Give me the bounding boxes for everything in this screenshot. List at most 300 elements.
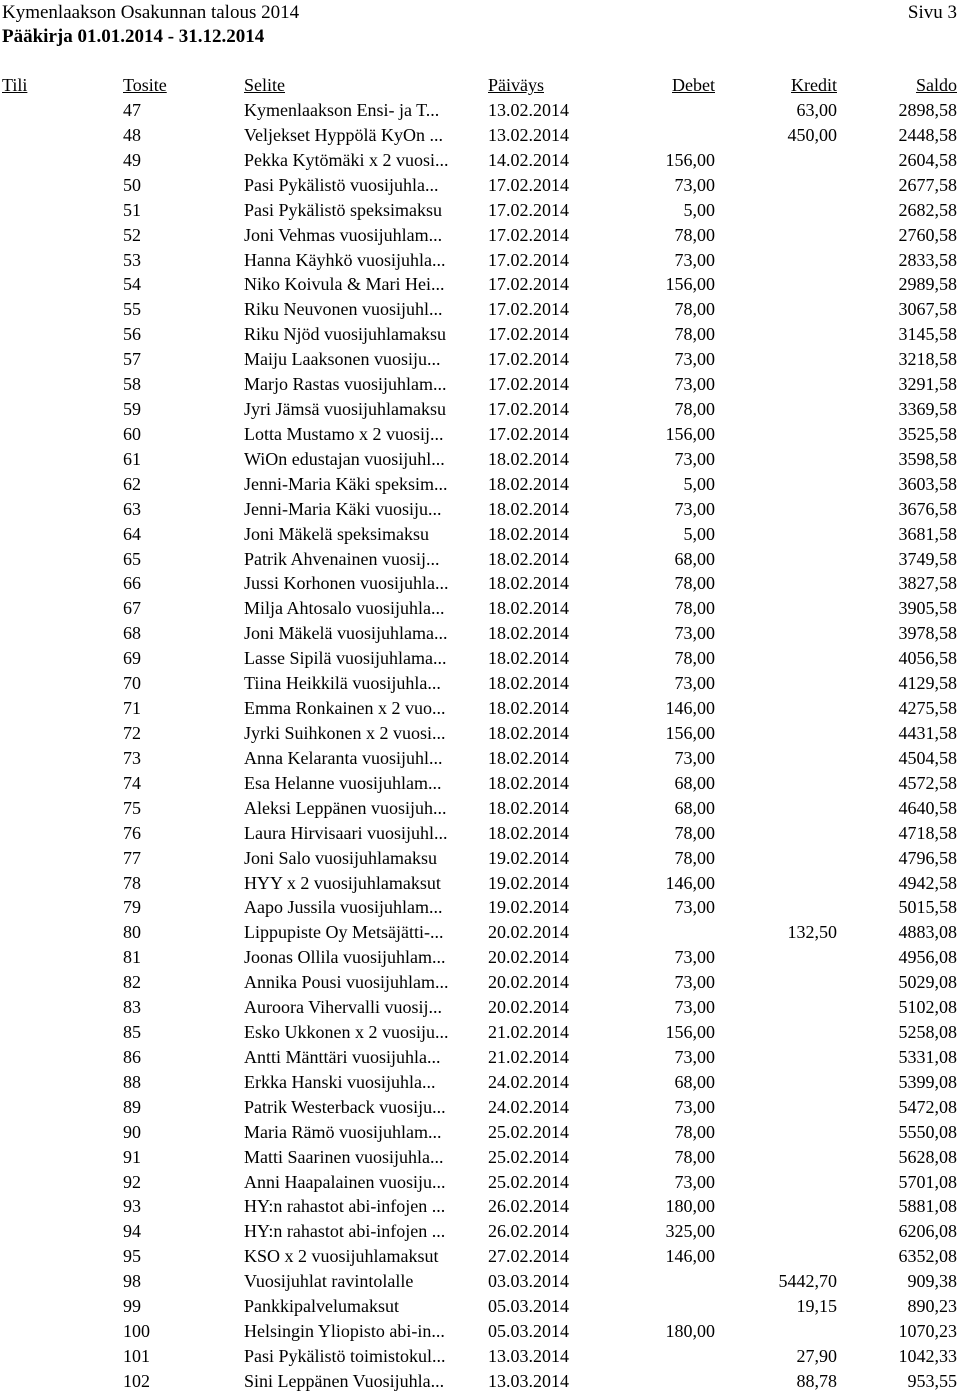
- cell-tosite: 61: [123, 448, 141, 469]
- cell-tosite: 56: [123, 324, 141, 345]
- table-row: [0, 1097, 960, 1122]
- cell-debet: 5,00: [683, 523, 715, 544]
- table-row: [0, 424, 960, 449]
- column-header-tosite: Tosite: [123, 75, 167, 95]
- cell-saldo: 890,23: [907, 1296, 957, 1317]
- cell-tosite: 85: [123, 1022, 141, 1043]
- table-row: [0, 698, 960, 723]
- table-row: [0, 848, 960, 873]
- cell-tosite: 52: [123, 224, 141, 245]
- cell-tosite: 102: [123, 1370, 150, 1391]
- cell-paivays: 19.02.2014: [488, 847, 569, 868]
- cell-saldo: 5881,08: [898, 1196, 957, 1217]
- cell-selite: Pekka Kytömäki x 2 vuosi...: [244, 149, 449, 170]
- cell-debet: 73,00: [674, 349, 715, 370]
- cell-selite: Jyri Jämsä vuosijuhlamaksu: [244, 399, 446, 420]
- cell-tosite: 70: [123, 673, 141, 694]
- cell-selite: Pasi Pykälistö vuosijuhla...: [244, 174, 439, 195]
- cell-debet: 78,00: [674, 822, 715, 843]
- column-header-kredit: Kredit: [791, 75, 837, 95]
- cell-selite: Joni Mäkelä vuosijuhlama...: [244, 623, 448, 644]
- cell-debet: 156,00: [665, 1022, 715, 1043]
- cell-paivays: 17.02.2014: [488, 324, 569, 345]
- cell-tosite: 68: [123, 623, 141, 644]
- cell-selite: Pankkipalvelumaksut: [244, 1296, 399, 1317]
- cell-paivays: 20.02.2014: [488, 947, 569, 968]
- cell-debet: 68,00: [674, 772, 715, 793]
- table-row: [0, 1172, 960, 1197]
- cell-debet: 78,00: [674, 573, 715, 594]
- cell-debet: 73,00: [674, 623, 715, 644]
- table-row: [0, 922, 960, 947]
- cell-tosite: 78: [123, 872, 141, 893]
- cell-saldo: 5102,08: [898, 997, 957, 1018]
- table-row: [0, 823, 960, 848]
- cell-selite: Maiju Laaksonen vuosiju...: [244, 349, 441, 370]
- cell-saldo: 2833,58: [898, 249, 957, 270]
- cell-saldo: 3749,58: [898, 548, 957, 569]
- cell-selite: Riku Neuvonen vuosijuhl...: [244, 299, 443, 320]
- cell-selite: Patrik Ahvenainen vuosij...: [244, 548, 440, 569]
- cell-tosite: 98: [123, 1271, 141, 1292]
- cell-paivays: 20.02.2014: [488, 922, 569, 943]
- table-row: [0, 299, 960, 324]
- cell-selite: Joni Salo vuosijuhlamaksu: [244, 847, 437, 868]
- cell-selite: Annika Pousi vuosijuhlam...: [244, 972, 449, 993]
- cell-selite: Lotta Mustamo x 2 vuosij...: [244, 423, 444, 444]
- cell-paivays: 17.02.2014: [488, 249, 569, 270]
- cell-saldo: 1070,23: [898, 1321, 957, 1342]
- table-row: [0, 1147, 960, 1172]
- cell-selite: Pasi Pykälistö toimistokul...: [244, 1346, 446, 1366]
- cell-debet: 78,00: [674, 847, 715, 868]
- cell-selite: Veljekset Hyppölä KyOn ...: [244, 124, 443, 145]
- cell-debet: 146,00: [665, 872, 715, 893]
- column-header-debet: Debet: [672, 75, 715, 95]
- table-row: [0, 399, 960, 424]
- cell-debet: 180,00: [665, 1321, 715, 1342]
- cell-selite: Niko Koivula & Mari Hei...: [244, 274, 445, 295]
- cell-saldo: 5399,08: [898, 1071, 957, 1092]
- cell-saldo: 4129,58: [898, 673, 957, 694]
- cell-tosite: 49: [123, 149, 141, 170]
- cell-saldo: 3681,58: [898, 523, 957, 544]
- cell-tosite: 54: [123, 274, 141, 295]
- cell-tosite: 72: [123, 723, 141, 743]
- cell-debet: 156,00: [665, 423, 715, 444]
- cell-paivays: 13.02.2014: [488, 124, 569, 145]
- cell-debet: 73,00: [674, 1171, 715, 1192]
- table-row: [0, 225, 960, 250]
- cell-tosite: 82: [123, 972, 141, 993]
- cell-tosite: 77: [123, 847, 141, 868]
- cell-debet: 68,00: [674, 548, 715, 569]
- table-row: [0, 972, 960, 997]
- cell-saldo: 3905,58: [898, 598, 957, 619]
- cell-tosite: 65: [123, 548, 141, 569]
- cell-debet: 156,00: [665, 723, 715, 743]
- cell-paivays: 13.02.2014: [488, 100, 569, 120]
- cell-debet: 73,00: [674, 747, 715, 768]
- table-row: [0, 1072, 960, 1097]
- cell-saldo: 4431,58: [898, 723, 957, 743]
- cell-debet: 156,00: [665, 149, 715, 170]
- cell-kredit: 88,78: [796, 1370, 837, 1391]
- cell-saldo: 5331,08: [898, 1046, 957, 1067]
- cell-debet: 68,00: [674, 1071, 715, 1092]
- cell-tosite: 55: [123, 299, 141, 320]
- cell-saldo: 3525,58: [898, 423, 957, 444]
- cell-paivays: 25.02.2014: [488, 1171, 569, 1192]
- cell-paivays: 18.02.2014: [488, 747, 569, 768]
- cell-tosite: 51: [123, 199, 141, 220]
- cell-paivays: 03.03.2014: [488, 1271, 569, 1292]
- cell-debet: 156,00: [665, 274, 715, 295]
- table-row: [0, 549, 960, 574]
- cell-tosite: 63: [123, 498, 141, 519]
- cell-tosite: 47: [123, 100, 141, 120]
- column-header-paivays: Päiväys: [488, 75, 544, 95]
- cell-saldo: 2677,58: [898, 174, 957, 195]
- cell-paivays: 18.02.2014: [488, 623, 569, 644]
- cell-saldo: 3369,58: [898, 399, 957, 420]
- cell-debet: 73,00: [674, 947, 715, 968]
- cell-saldo: 953,55: [907, 1370, 957, 1391]
- cell-saldo: 2448,58: [898, 124, 957, 145]
- cell-selite: HY:n rahastot abi-infojen ...: [244, 1196, 446, 1217]
- table-row: [0, 648, 960, 673]
- table-row: [0, 175, 960, 200]
- cell-saldo: 4056,58: [898, 648, 957, 669]
- cell-debet: 78,00: [674, 598, 715, 619]
- cell-selite: Lippupiste Oy Metsäjätti-...: [244, 922, 444, 943]
- cell-tosite: 86: [123, 1046, 141, 1067]
- cell-selite: Pasi Pykälistö speksimaksu: [244, 199, 443, 220]
- cell-paivays: 17.02.2014: [488, 423, 569, 444]
- table-row: [0, 524, 960, 549]
- cell-tosite: 90: [123, 1121, 141, 1142]
- cell-selite: Sini Leppänen Vuosijuhla...: [244, 1370, 445, 1391]
- cell-paivays: 18.02.2014: [488, 598, 569, 619]
- cell-paivays: 13.03.2014: [488, 1346, 569, 1366]
- cell-saldo: 5258,08: [898, 1022, 957, 1043]
- cell-saldo: 4956,08: [898, 947, 957, 968]
- cell-selite: Laura Hirvisaari vuosijuhl...: [244, 822, 448, 843]
- cell-selite: Esko Ukkonen x 2 vuosiju...: [244, 1022, 449, 1043]
- cell-paivays: 19.02.2014: [488, 897, 569, 918]
- table-row: [0, 349, 960, 374]
- cell-saldo: 3827,58: [898, 573, 957, 594]
- cell-paivays: 13.03.2014: [488, 1370, 569, 1391]
- cell-saldo: 5628,08: [898, 1146, 957, 1167]
- cell-selite: Emma Ronkainen x 2 vuo...: [244, 698, 446, 719]
- cell-tosite: 93: [123, 1196, 141, 1217]
- cell-debet: 78,00: [674, 224, 715, 245]
- table-row: [0, 1196, 960, 1221]
- cell-kredit: 63,00: [796, 100, 837, 120]
- cell-tosite: 94: [123, 1221, 141, 1242]
- cell-debet: 73,00: [674, 673, 715, 694]
- cell-debet: 180,00: [665, 1196, 715, 1217]
- cell-tosite: 64: [123, 523, 141, 544]
- cell-tosite: 80: [123, 922, 141, 943]
- cell-selite: Joonas Ollila vuosijuhlam...: [244, 947, 446, 968]
- cell-selite: Anni Haapalainen vuosiju...: [244, 1171, 446, 1192]
- table-row: [0, 997, 960, 1022]
- cell-saldo: 4883,08: [898, 922, 957, 943]
- cell-saldo: 2682,58: [898, 199, 957, 220]
- cell-paivays: 14.02.2014: [488, 149, 569, 170]
- cell-paivays: 18.02.2014: [488, 698, 569, 719]
- table-row: [0, 374, 960, 399]
- cell-paivays: 18.02.2014: [488, 797, 569, 818]
- cell-paivays: 17.02.2014: [488, 374, 569, 395]
- cell-paivays: 17.02.2014: [488, 224, 569, 245]
- cell-selite: Jenni-Maria Käki vuosiju...: [244, 498, 442, 519]
- table-row: [0, 748, 960, 773]
- cell-saldo: 3603,58: [898, 473, 957, 494]
- table-row: [0, 499, 960, 524]
- cell-debet: 73,00: [674, 174, 715, 195]
- cell-paivays: 26.02.2014: [488, 1196, 569, 1217]
- cell-saldo: 3218,58: [898, 349, 957, 370]
- cell-selite: Erkka Hanski vuosijuhla...: [244, 1071, 436, 1092]
- cell-debet: 73,00: [674, 448, 715, 469]
- cell-saldo: 4640,58: [898, 797, 957, 818]
- cell-saldo: 2604,58: [898, 149, 957, 170]
- cell-tosite: 62: [123, 473, 141, 494]
- cell-saldo: 4718,58: [898, 822, 957, 843]
- column-header-saldo: Saldo: [915, 75, 957, 95]
- cell-kredit: 27,90: [796, 1346, 837, 1366]
- cell-selite: Aapo Jussila vuosijuhlam...: [244, 897, 443, 918]
- cell-tosite: 60: [123, 423, 141, 444]
- cell-paivays: 17.02.2014: [488, 299, 569, 320]
- cell-tosite: 74: [123, 772, 141, 793]
- cell-debet: 73,00: [674, 498, 715, 519]
- table-row: [0, 947, 960, 972]
- cell-saldo: 6206,08: [898, 1221, 957, 1242]
- column-header-selite: Selite: [244, 75, 285, 95]
- cell-debet: 78,00: [674, 399, 715, 420]
- cell-selite: Jussi Korhonen vuosijuhla...: [244, 573, 449, 594]
- cell-saldo: 1042,33: [898, 1346, 957, 1366]
- table-row: [0, 274, 960, 299]
- cell-kredit: 132,50: [787, 922, 837, 943]
- table-row: [0, 1122, 960, 1147]
- cell-debet: 5,00: [683, 199, 715, 220]
- table-row: [0, 1346, 960, 1371]
- cell-tosite: 89: [123, 1096, 141, 1117]
- table-row: [0, 1047, 960, 1072]
- cell-tosite: 67: [123, 598, 141, 619]
- cell-tosite: 88: [123, 1071, 141, 1092]
- cell-selite: Milja Ahtosalo vuosijuhla...: [244, 598, 445, 619]
- cell-paivays: 18.02.2014: [488, 673, 569, 694]
- table-row: [0, 200, 960, 225]
- cell-selite: Riku Njöd vuosijuhlamaksu: [244, 324, 446, 345]
- cell-selite: Hanna Käyhkö vuosijuhla...: [244, 249, 446, 270]
- cell-selite: Anna Kelaranta vuosijuhl...: [244, 747, 443, 768]
- cell-kredit: 450,00: [787, 124, 837, 145]
- cell-debet: 78,00: [674, 1121, 715, 1142]
- cell-debet: 78,00: [674, 299, 715, 320]
- table-row: [0, 573, 960, 598]
- cell-selite: Lasse Sipilä vuosijuhlama...: [244, 648, 447, 669]
- cell-debet: 78,00: [674, 648, 715, 669]
- column-header-tili: Tili: [2, 75, 28, 95]
- table-row: [0, 623, 960, 648]
- table-row: [0, 673, 960, 698]
- cell-tosite: 79: [123, 897, 141, 918]
- cell-paivays: 18.02.2014: [488, 498, 569, 519]
- cell-paivays: 25.02.2014: [488, 1146, 569, 1167]
- table-row: [0, 324, 960, 349]
- cell-saldo: 3676,58: [898, 498, 957, 519]
- cell-selite: Antti Mänttäri vuosijuhla...: [244, 1046, 441, 1067]
- cell-debet: 73,00: [674, 897, 715, 918]
- cell-tosite: 53: [123, 249, 141, 270]
- cell-saldo: 6352,08: [898, 1246, 957, 1267]
- cell-paivays: 24.02.2014: [488, 1071, 569, 1092]
- cell-saldo: 5550,08: [898, 1121, 957, 1142]
- cell-tosite: 48: [123, 124, 141, 145]
- cell-selite: Joni Vehmas vuosijuhlam...: [244, 224, 443, 245]
- cell-saldo: 4796,58: [898, 847, 957, 868]
- cell-selite: Esa Helanne vuosijuhlam...: [244, 772, 442, 793]
- cell-saldo: 2760,58: [898, 224, 957, 245]
- table-row: [0, 1296, 960, 1321]
- cell-selite: Tiina Heikkilä vuosijuhla...: [244, 673, 441, 694]
- cell-saldo: 3978,58: [898, 623, 957, 644]
- table-row: [0, 873, 960, 898]
- cell-paivays: 25.02.2014: [488, 1121, 569, 1142]
- cell-paivays: 18.02.2014: [488, 822, 569, 843]
- cell-saldo: 4942,58: [898, 872, 957, 893]
- cell-saldo: 5029,08: [898, 972, 957, 993]
- cell-saldo: 2898,58: [898, 100, 957, 120]
- cell-tosite: 69: [123, 648, 141, 669]
- cell-paivays: 18.02.2014: [488, 648, 569, 669]
- table-row: [0, 474, 960, 499]
- table-row: [0, 1022, 960, 1047]
- cell-debet: 146,00: [665, 1246, 715, 1267]
- cell-tosite: 83: [123, 997, 141, 1018]
- cell-paivays: 18.02.2014: [488, 548, 569, 569]
- cell-selite: HYY x 2 vuosijuhlamaksut: [244, 872, 441, 893]
- cell-debet: 68,00: [674, 797, 715, 818]
- table-row: [0, 250, 960, 275]
- cell-selite: Helsingin Yliopisto abi-in...: [244, 1321, 445, 1342]
- cell-saldo: 5015,58: [898, 897, 957, 918]
- cell-saldo: 4572,58: [898, 772, 957, 793]
- cell-tosite: 92: [123, 1171, 141, 1192]
- cell-saldo: 5472,08: [898, 1096, 957, 1117]
- cell-tosite: 73: [123, 747, 141, 768]
- cell-selite: Patrik Westerback vuosiju...: [244, 1096, 446, 1117]
- report-title: Kymenlaakson Osakunnan talous 2014: [2, 2, 300, 23]
- cell-paivays: 18.02.2014: [488, 772, 569, 793]
- cell-debet: 73,00: [674, 249, 715, 270]
- cell-paivays: 18.02.2014: [488, 523, 569, 544]
- cell-tosite: 81: [123, 947, 141, 968]
- cell-selite: KSO x 2 vuosijuhlamaksut: [244, 1246, 439, 1267]
- cell-selite: Vuosijuhlat ravintolalle: [244, 1271, 414, 1292]
- cell-paivays: 17.02.2014: [488, 274, 569, 295]
- cell-selite: HY:n rahastot abi-infojen ...: [244, 1221, 446, 1242]
- cell-paivays: 20.02.2014: [488, 972, 569, 993]
- cell-tosite: 76: [123, 822, 141, 843]
- cell-tosite: 99: [123, 1296, 141, 1317]
- cell-paivays: 05.03.2014: [488, 1321, 569, 1342]
- report-subtitle: Pääkirja 01.01.2014 - 31.12.2014: [2, 26, 265, 47]
- table-row: [0, 1371, 960, 1396]
- cell-saldo: 4504,58: [898, 747, 957, 768]
- cell-debet: 325,00: [665, 1221, 715, 1242]
- cell-paivays: 18.02.2014: [488, 473, 569, 494]
- table-row: [0, 773, 960, 798]
- cell-tosite: 57: [123, 349, 141, 370]
- cell-selite: Kymenlaakson Ensi- ja T...: [244, 100, 440, 120]
- cell-kredit: 19,15: [796, 1296, 837, 1317]
- cell-debet: 73,00: [674, 1096, 715, 1117]
- cell-paivays: 21.02.2014: [488, 1046, 569, 1067]
- cell-tosite: 50: [123, 174, 141, 195]
- table-row: [0, 598, 960, 623]
- cell-saldo: 3598,58: [898, 448, 957, 469]
- cell-paivays: 19.02.2014: [488, 872, 569, 893]
- table-row: [0, 1321, 960, 1346]
- cell-debet: 73,00: [674, 972, 715, 993]
- cell-selite: Joni Mäkelä speksimaksu: [244, 523, 429, 544]
- cell-selite: WiOn edustajan vuosijuhl...: [244, 448, 445, 469]
- table-row: [0, 125, 960, 150]
- cell-paivays: 17.02.2014: [488, 174, 569, 195]
- cell-paivays: 27.02.2014: [488, 1246, 569, 1267]
- table-row: [0, 1271, 960, 1296]
- cell-paivays: 21.02.2014: [488, 1022, 569, 1043]
- cell-selite: Marjo Rastas vuosijuhlam...: [244, 374, 447, 395]
- cell-tosite: 58: [123, 374, 141, 395]
- cell-tosite: 100: [123, 1321, 150, 1342]
- cell-saldo: 4275,58: [898, 698, 957, 719]
- cell-tosite: 71: [123, 698, 141, 719]
- cell-tosite: 91: [123, 1146, 141, 1167]
- cell-saldo: 3145,58: [898, 324, 957, 345]
- page-number: Sivu 3: [907, 2, 957, 23]
- table-row: [0, 1246, 960, 1271]
- cell-paivays: 18.02.2014: [488, 448, 569, 469]
- cell-debet: 73,00: [674, 1046, 715, 1067]
- cell-selite: Maria Rämö vuosijuhlam...: [244, 1121, 442, 1142]
- cell-paivays: 17.02.2014: [488, 199, 569, 220]
- table-row: [0, 798, 960, 823]
- cell-tosite: 101: [123, 1346, 150, 1366]
- cell-paivays: 26.02.2014: [488, 1221, 569, 1242]
- cell-saldo: 2989,58: [898, 274, 957, 295]
- table-row: [0, 100, 960, 125]
- cell-saldo: 5701,08: [898, 1171, 957, 1192]
- cell-tosite: 59: [123, 399, 141, 420]
- cell-kredit: 5442,70: [778, 1271, 837, 1292]
- cell-selite: Jenni-Maria Käki speksim...: [244, 473, 448, 494]
- cell-selite: Aleksi Leppänen vuosijuh...: [244, 797, 447, 818]
- cell-paivays: 17.02.2014: [488, 349, 569, 370]
- cell-debet: 78,00: [674, 324, 715, 345]
- cell-tosite: 95: [123, 1246, 141, 1267]
- cell-tosite: 75: [123, 797, 141, 818]
- cell-selite: Auroora Vihervalli vuosij...: [244, 997, 443, 1018]
